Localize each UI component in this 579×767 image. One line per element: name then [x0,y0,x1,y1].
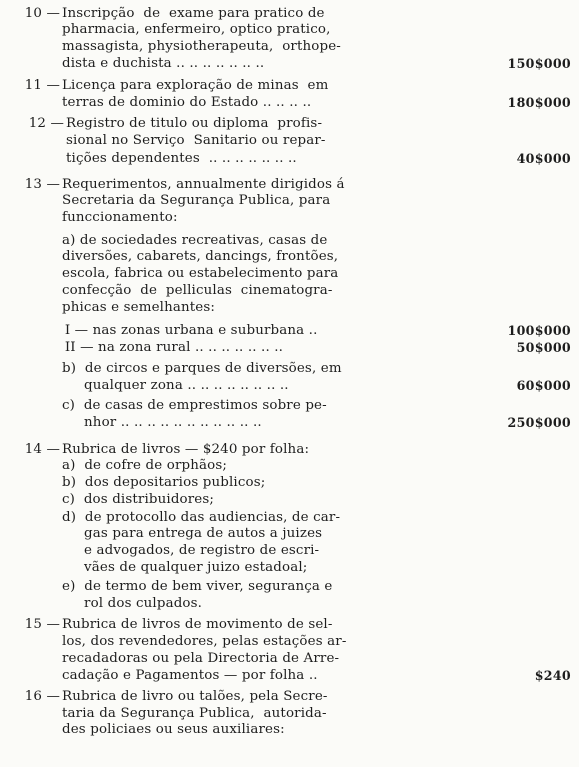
line-text: II — na zona rural .. .. .. .. .. .. .. [56,340,284,355]
document-line [0,177,579,193]
line-text: qualquer zona .. .. .. .. .. .. .. .. [62,378,289,393]
fee-amount: $240 [534,668,571,683]
fee-amount: 180$000 [507,95,571,110]
document-line [0,543,579,559]
document-line [0,266,579,282]
line-text: rol dos culpados. [62,596,203,611]
document-line [0,133,579,149]
line-text: Rubrica de livros de movimento de sel- [62,617,333,632]
line-text: Rubrica de livro ou talões, pela Secre- [62,689,328,704]
document-line [0,116,579,132]
document-line [0,323,579,339]
fee-amount: 150$000 [507,56,571,71]
document-line [0,722,579,738]
document-line [0,579,579,595]
document-line [0,634,579,650]
line-text: Requerimentos, annualmente dirigidos á [62,177,345,192]
document-line [0,475,579,491]
line-text: los, dos revendedores, pelas estações ar- [62,634,347,649]
item-number: 14 — [24,442,60,457]
line-text: Inscripção de exame para pratico de [62,6,325,21]
document-line [0,6,579,22]
document-line [0,56,579,72]
item-number: 10 — [24,6,60,21]
document-line [0,492,579,508]
line-text: c) de casas de emprestimos sobre pe- [62,398,327,413]
line-text: d) de protocollo das audiencias, de car- [62,510,341,525]
document-line [0,706,579,722]
fee-amount: 250$000 [507,415,571,430]
item-number: 15 — [24,617,60,632]
item-number: 12 — [28,116,64,131]
item-number: 13 — [24,177,60,192]
line-text: cadação e Pagamentos — por folha .. [62,668,318,683]
document-line [0,22,579,38]
line-text: pharmacia, enfermeiro, optico pratico, [62,22,331,37]
line-text: Registro de titulo ou diploma profis- [66,116,323,131]
document-line [0,668,579,684]
document-line [0,651,579,667]
document-line [0,78,579,94]
line-text: recadadoras ou pela Directoria de Arre- [62,651,340,666]
line-text: des policiaes ou seus auxiliares: [62,722,285,737]
line-text: b) dos depositarios publicos; [62,475,266,490]
document-line [0,95,579,111]
line-text: gas para entrega de autos a juizes [62,526,323,541]
fee-amount: 100$000 [507,323,571,338]
fee-amount: 40$000 [516,151,571,166]
document-line [0,300,579,316]
document-line [0,526,579,542]
document-line [0,458,579,474]
line-text: nhor .. .. .. .. .. .. .. .. .. .. .. [62,415,262,430]
document-line [0,689,579,705]
document-line [0,596,579,612]
document-line [0,340,579,356]
document-line [0,378,579,394]
line-text: Rubrica de livros — $240 por folha: [62,442,310,457]
line-text: confecção de pelliculas cinematogra- [62,283,333,298]
line-text: a) de sociedades recreativas, casas de [62,233,328,248]
line-text: phicas e semelhantes: [62,300,216,315]
document-line [0,210,579,226]
line-text: e advogados, de registro de escri- [62,543,320,558]
line-text: I — nas zonas urbana e suburbana .. [56,323,318,338]
line-text: escola, fabrica ou estabelecimento para [62,266,339,281]
item-number: 16 — [24,689,60,704]
line-text: tições dependentes .. .. .. .. .. .. .. [66,151,297,166]
document-line [0,415,579,431]
line-text: vães de qualquer juizo estadoal; [62,560,308,575]
document-line [0,151,579,167]
line-text: dista e duchista .. .. .. .. .. .. .. [62,56,265,71]
line-text: diversões, cabarets, dancings, frontões, [62,249,339,264]
line-text: taria da Segurança Publica, autorida- [62,706,327,721]
line-text: Licença para exploração de minas em [62,78,329,93]
document-line [0,249,579,265]
line-text: funccionamento: [62,210,178,225]
line-text: massagista, physiotherapeuta, orthope- [62,39,341,54]
item-number: 11 — [24,78,60,93]
line-text: c) dos distribuidores; [62,492,215,507]
line-text: terras de dominio do Estado .. .. .. .. [62,95,312,110]
line-text: b) de circos e parques de diversões, em [62,361,342,376]
line-text: a) de cofre de orphãos; [62,458,228,473]
document-line [0,233,579,249]
document-line [0,510,579,526]
document-line [0,560,579,576]
document-line [0,283,579,299]
line-text: sional no Serviço Sanitario ou repar- [66,133,326,148]
document-line [0,193,579,209]
document-line [0,398,579,414]
document-line [0,617,579,633]
line-text: e) de termo de bem viver, segurança e [62,579,333,594]
line-text: Secretaria da Segurança Publica, para [62,193,331,208]
document-line [0,442,579,458]
fee-amount: 60$000 [516,378,571,393]
fee-amount: 50$000 [516,340,571,355]
document-line [0,39,579,55]
document-line [0,361,579,377]
